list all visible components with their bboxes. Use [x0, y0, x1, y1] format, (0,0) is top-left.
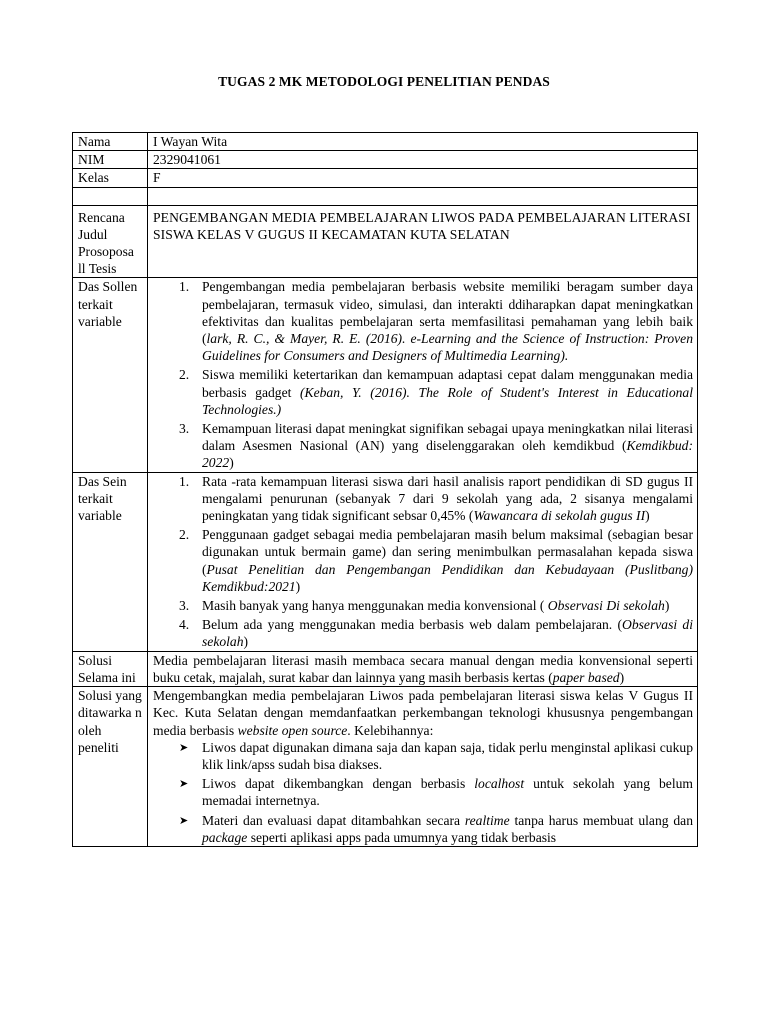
list-item: ➤ Materi dan evaluasi dapat ditambahkan secara realtime tanpa harus membuat ulang dan package seperti aplikasi apps pada umumnya yang tidak berbasis [179, 812, 693, 845]
row-label: NIM [73, 151, 148, 169]
row-label: Nama [73, 133, 148, 151]
table-row-nim [73, 151, 698, 169]
row-value: Media pembelajaran literasi masih membaca secara manual dengan media konvensional seperti buku cetak, majalah, surat kabar dan lainnya yang masih berbasis kertas (paper based) [148, 651, 698, 686]
row-label: Solusi Selama ini [73, 651, 148, 686]
table-row-solusi-peneliti [73, 687, 698, 847]
document-title: TUGAS 2 MK METODOLOGI PENELITIAN PENDAS [218, 74, 550, 89]
row-value [148, 278, 698, 472]
list-item: 1. Pengembangan media pembelajaran berbasis website memiliki beragam sumber daya pembelajaran, termasuk video, simulasi, dan interakti ddiharapkan dapat meningkatkan efektivitas dan kualitas pembelajaran serta memfasilitasi pemahaman yang lebih baik (lark, R. C., & Mayer, R. E. (2016). e-Learning and the Science of Instruction: Proven Guidelines for Consumers and Designers of Multimedia Learning). [179, 279, 693, 364]
solution-intro: Mengembangkan media pembelajaran Liwos pada pembelajaran literasi siswa kelas V Gugus II Kec. Kuta Selatan dengan memdanfaatkan perkembangan teknologi khususnya pengembangan media berbasis website open source. Kelebihannya: [153, 688, 693, 738]
row-label: Kelas [73, 169, 148, 187]
list-item: 2. Siswa memiliki ketertarikan dan kemampuan adaptasi cepat dalam menggunakan media berbasis gadget (Keban, Y. (2016). The Role of Student's Interest in Educational Technologies.) [179, 367, 694, 417]
list-item: 3. Masih banyak yang hanya menggunakan media konvensional ( Observasi Di sekolah) [179, 598, 670, 614]
table-row-solusi-selama [73, 651, 698, 686]
das-sollen-list [153, 278, 693, 471]
row-label: Das Sollen terkait variable [73, 278, 148, 472]
row-label: Rencana Judul Prosoposa ll Tesis [73, 205, 148, 278]
row-value: I Wayan Wita [148, 133, 698, 151]
arrow-bullet-icon: ➤ [179, 740, 189, 754]
row-label: Solusi yang ditawarka n oleh peneliti [73, 687, 148, 847]
row-value: 2329041061 [148, 151, 698, 169]
arrow-bullet-icon: ➤ [179, 777, 189, 791]
row-value [148, 187, 698, 205]
das-sein-list [153, 473, 693, 651]
table-row-rencana [73, 205, 698, 278]
table-row-kelas [73, 169, 698, 187]
table-row-nama [73, 133, 698, 151]
list-item: ➤ Liwos dapat dikembangkan dengan berbasis localhost untuk sekolah yang belum memadai internetnya. [179, 776, 693, 809]
row-value: F [148, 169, 698, 187]
list-item: ➤ Liwos dapat digunakan dimana saja dan kapan saja, tidak perlu menginstal aplikasi cukup klik link/apss sudah bisa diakses. [179, 739, 693, 772]
list-item: 2. Penggunaan gadget sebagai media pembelajaran masih belum maksimal (sebagian besar digunakan untuk bermain game) dan sering menimbulkan permasalahan kepada siswa (Pusat Penelitian dan Pengembangan Pendidikan dan Kebudayaan (Puslitbang) Kemdikbud:2021) [179, 527, 693, 594]
row-label [73, 187, 148, 205]
list-item: 3. Kemampuan literasi dapat meningkat signifikan sebagai upaya meningkatkan nilai literasi dalam Asesmen Nasional (AN) yang diselenggarakan oleh kemdikbud (Kemdikbud: 2022) [179, 421, 693, 471]
table-row-das-sollen [73, 278, 698, 472]
row-label: Das Sein terkait variable [73, 472, 148, 651]
table-row-das-sein [73, 472, 698, 651]
arrow-bullet-icon: ➤ [179, 813, 189, 827]
list-item: 4. Belum ada yang menggunakan media berbasis web dalam pembelajaran. (Observasi di sekolah) [179, 617, 693, 650]
row-value [148, 687, 698, 847]
advantages-list [153, 739, 693, 846]
row-value [148, 472, 698, 651]
table-row-empty [73, 187, 698, 205]
proposal-table [72, 132, 698, 847]
list-item: 1. Rata -rata kemampuan literasi siswa dari hasil analisis raport pendidikan di SD gugus II mengalami penurunan (sebanyak 7 dari 9 sekolah yang ada, 2 sisanya mengalami peningkatan yang tidak significant sebsar 0,45% (Wawancara di sekolah gugus II) [179, 473, 693, 524]
thesis-title: PENGEMBANGAN MEDIA PEMBELAJARAN LIWOS PADA PEMBELAJARAN LITERASI SISWA KELAS V GUGUS II KECAMATAN KUTA SELATAN [148, 205, 698, 278]
